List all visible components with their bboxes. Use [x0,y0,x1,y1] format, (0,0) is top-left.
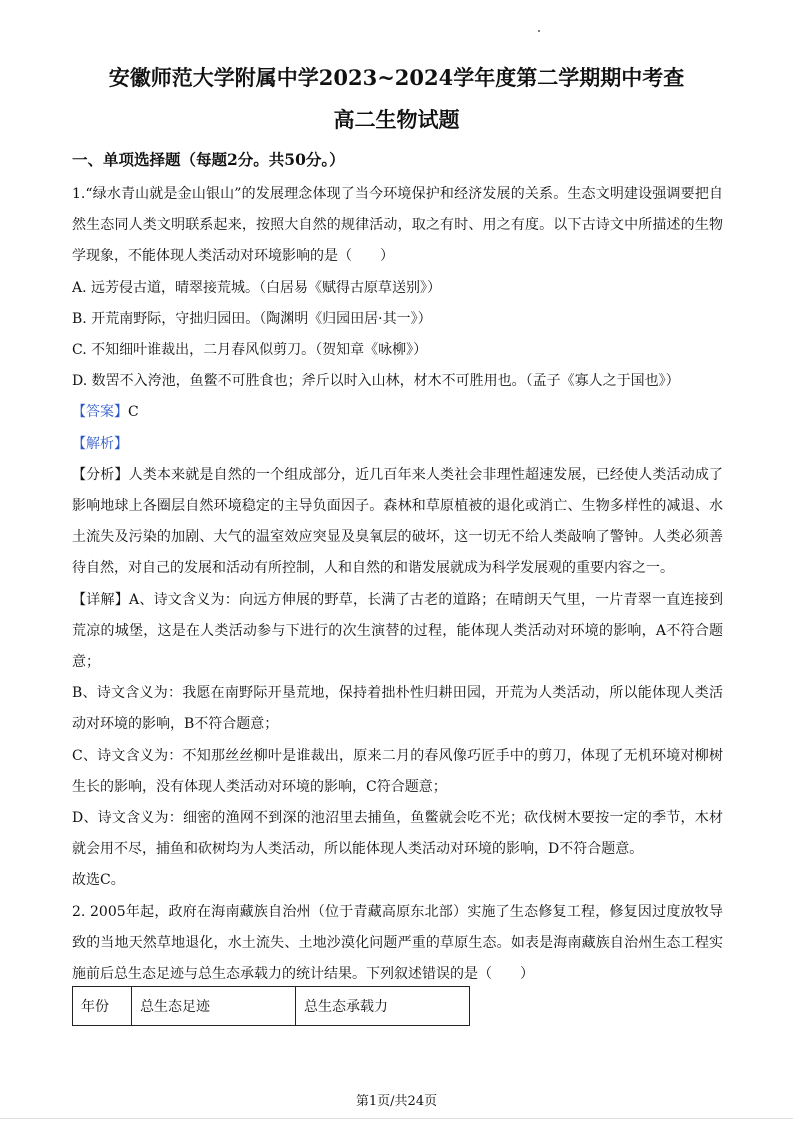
question-1-stem: 1.“绿水青山就是金山银山”的发展理念体现了当今环境保护和经济发展的关系。生态文明建设强调要把自然生态同人类文明联系起来，按照大自然的规律活动，取之有时、用之有度。以下古诗文中所描述的生物学现象，不能体现人类活动对环境影响的是（ ） [72,186,723,265]
fenxi-paragraph [72,460,723,585]
analysis-tag: 【解析】 [72,435,128,452]
option-c: C. 不知细叶谁裁出，二月春风似剪刀。（贺知章《咏柳》） [72,342,428,359]
exam-subtitle: 高二生物试题 [333,107,460,132]
option-b: B. 开荒南野际，守拙归园田。（陶渊明《归园田居·其一》） [72,310,432,327]
table-header-year: 年份 [73,987,132,1026]
detail-c-paragraph: C、诗文含义为：不知那丝丝柳叶是谁裁出，原来二月的春风像巧匠手中的剪刀，体现了无机环境对柳树生长的影响，没有体现人类活动对环境的影响，C符合题意； [72,747,723,795]
scan-dot [538,30,540,32]
footer-divider [0,1118,793,1119]
data-table [72,986,470,1026]
table-header-footprint: 总生态足迹 [132,987,296,1026]
detail-a-paragraph [72,585,723,679]
answer-line [72,397,723,428]
question-content [72,179,723,990]
conclusion: 故选C。 [72,872,125,889]
analysis-line [72,429,723,460]
detail-d-paragraph: D、诗文含义为：细密的渔网不到深的池沼里去捕鱼，鱼鳖就会吃不光；砍伐树木要按一定的季节，木材就会用不尽，捕鱼和砍树均为人类活动，所以能体现人类活动对环境的影响，D不符合题意。 [72,810,723,858]
table-header-row [73,987,470,1026]
fenxi-tag: 【分析】 [72,466,129,483]
table-header-capacity: 总生态承载力 [296,987,470,1026]
fenxi-text: 人类本来就是自然的一个组成部分，近几百年来人类社会非理性超速发展，已经使人类活动成了影响地球上各圈层自然环境稳定的主导负面因子。森林和草原植被的退化或消亡、生物多样性的减退、水土流失及污染的加剧、大气的温室效应突显及臭氧层的破坏，这一切无不给人类敲响了警钟。人类必须善待自然，对自己的发展和活动有所控制，人和自然的和谐发展就成为科学发展观的重要内容之一。 [72,466,724,577]
answer-tag: 【答案】 [72,404,128,421]
option-a: A. 远芳侵古道，晴翠接荒城。（白居易《赋得古原草送别》） [72,279,442,296]
section-heading: 一、单项选择题（每题2分。共50分。） [72,150,345,169]
question-2-stem: 2. 2005年起，政府在海南藏族自治州（位于青藏高原东北部）实施了生态修复工程，修复因过度放牧导致的当地天然草地退化，水土流失、土地沙漠化问题严重的草原生态。如表是海南藏族自治州生态工程实施前后总生态足迹与总生态承载力的统计结果。下列叙述错误的是（ ） [72,903,723,983]
page-number: 第1页/共24页 [355,1094,438,1109]
answer-value: C [128,404,139,421]
detail-a-text: A、诗文含义为：向远方伸展的野草，长满了古老的道路；在晴朗天气里，一片青翠一直连接到荒凉的城堡，这是在人类活动参与下进行的次生演替的过程，能体现人类活动对环境的影响，A不符合题意； [72,591,723,671]
detail-b-paragraph: B、诗文含义为：我愿在南野际开垦荒地，保持着拙朴性归耕田园，开荒为人类活动，所以能体现人类活动对环境的影响，B不符合题意； [72,685,723,733]
detail-tag: 【详解】 [72,591,129,608]
option-d: D. 数罟不入洿池，鱼鳖不可胜食也；斧斤以时入山林，材木不可胜用也。（孟子《寡人之于国也》） [72,373,680,390]
exam-title: 安徽师范大学附属中学2023~2024学年度第二学期期中考查 [108,65,685,90]
